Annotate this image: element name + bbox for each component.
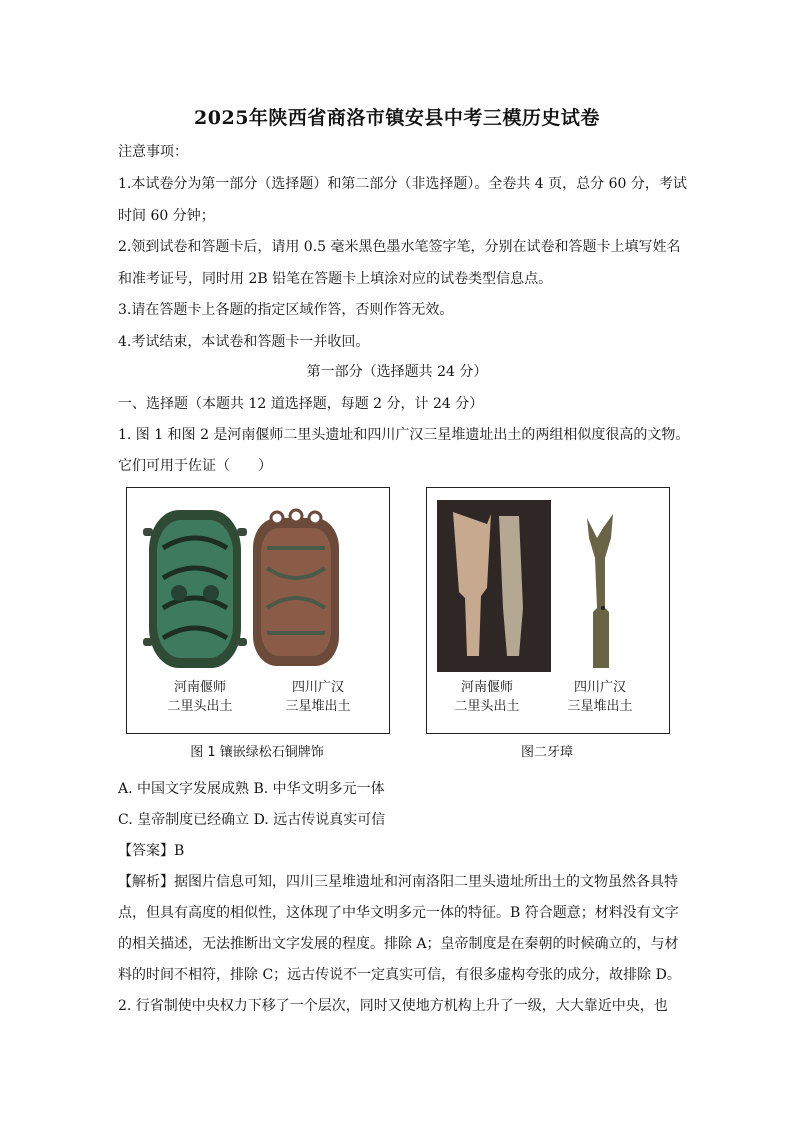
sanxingdui-yazhang [587,514,613,668]
question-1-stem: 1. 图 1 和图 2 是河南偃师二里头遗址和四川广汉三星堆遗址出土的两组相似度很高的文物。 [118,427,690,443]
figure-1-left-label: 河南偃师 [173,680,226,695]
notice-line: 1.本试卷分为第一部分（选择题）和第二部分（非选择题）。全卷共 4 页，总分 60 分，考试 [118,176,687,192]
figure-1-right-label: 三星堆出土 [285,699,351,714]
notice-line: 和准考证号，同时用 2B 铅笔在答题卡上填涂对应的试卷类型信息点。 [118,271,553,287]
figure-1-caption: 图 1 镶嵌绿松石铜牌饰 [190,745,324,760]
figure-2 [426,487,670,734]
figure-2-right-label: 四川广汉 [573,680,626,695]
notice-line: 3.请在答题卡上各题的指定区域作答，否则作答无效。 [118,302,454,318]
figure-2-caption: 图二牙璋 [520,745,573,760]
question-1-options: C. 皇帝制度已经确立 D. 远古传说真实可信 [118,812,386,828]
yazhang-image [427,488,669,678]
exam-title: 2025年陕西省商洛市镇安县中考三模历史试卷 [194,107,600,129]
question-1-analysis: 料的时间不相符，排除 C；远古传说不一定真实可信，有很多虚构夸张的成分，故排除 D。 [118,967,681,983]
figure-1-left-label: 二里头出土 [167,699,233,714]
figure-2-left-label: 河南偃师 [460,680,513,695]
bronze-plaque-image [127,488,389,678]
question-1-options: A. 中国文字发展成熟 B. 中华文明多元一体 [118,781,385,797]
notice-heading: 注意事项： [118,144,188,160]
figure-2-left-label: 二里头出土 [454,699,520,714]
question-1-answer: 【答案】B [118,843,185,859]
question-2-stem: 2. 行省制使中央权力下移了一个层次，同时又使地方机构上升了一级，大大靠近中央，也 [118,998,668,1014]
sanxingdui-plaque [253,510,339,666]
question-1-stem: 它们可用于佐证（ ） [118,458,272,474]
section-title: 一、选择题（本题共 12 道选择题，每题 2 分，计 24 分） [118,396,484,412]
notice-line: 2.领到试卷和答题卡后，请用 0.5 毫米黑色墨水笔签字笔，分别在试卷和答题卡上填写姓名 [118,239,681,255]
question-1-analysis: 的相关描述，无法推断出文字发展的程度。排除 A；皇帝制度是在秦朝的时候确立的，与材 [118,936,679,952]
question-1-analysis: 【解析】据图片信息可知，四川三星堆遗址和河南洛阳二里头遗址所出土的文物虽然各具特 [118,874,678,890]
part-title: 第一部分（选择题共 24 分） [306,364,488,380]
notice-line: 4.考试结束，本试卷和答题卡一并收回。 [118,334,370,350]
notice-line: 时间 60 分钟； [118,208,215,224]
question-1-analysis: 点，但具有高度的相似性，这体现了中华文明多元一体的特征。B 符合题意；材料没有文字 [118,905,679,921]
erlitou-plaque [143,510,247,668]
figure-1-right-label: 四川广汉 [291,680,344,695]
figure-1 [126,487,390,734]
figure-2-right-label: 三星堆出土 [567,699,633,714]
